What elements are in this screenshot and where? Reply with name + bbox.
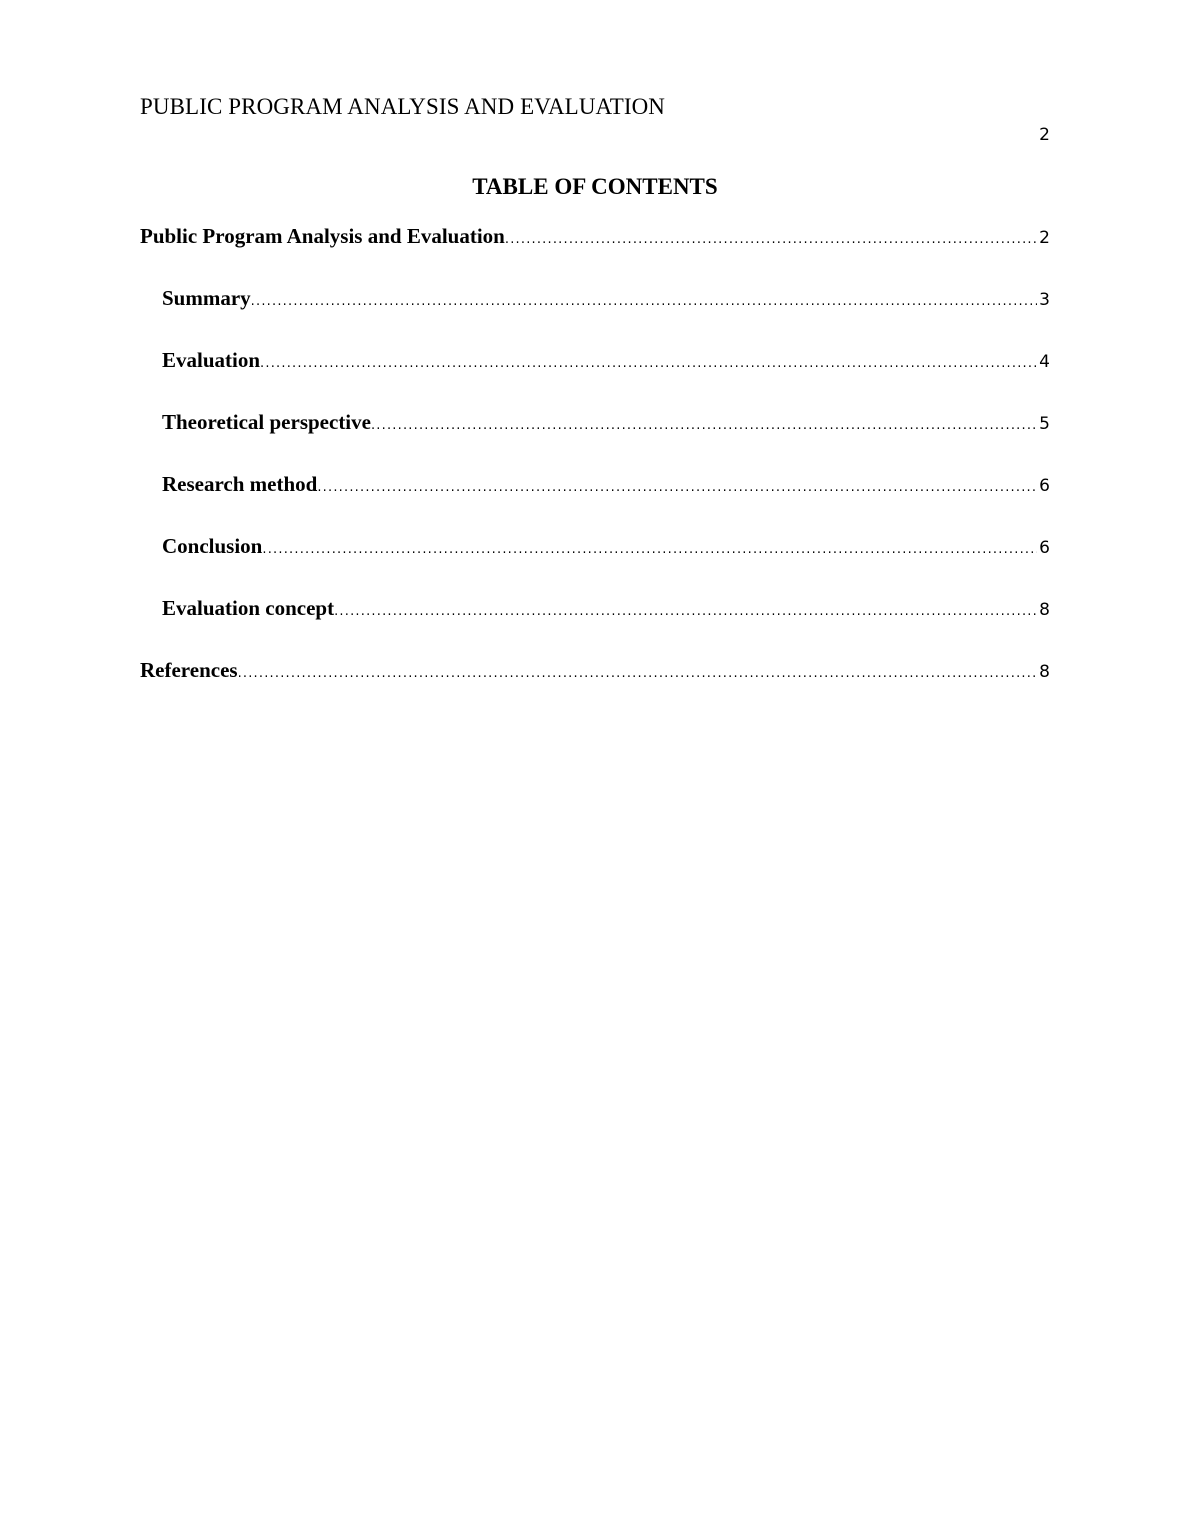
toc-entry-references[interactable] (140, 658, 1050, 720)
running-head: PUBLIC PROGRAM ANALYSIS AND EVALUATION (140, 94, 666, 119)
toc-entry-label: Evaluation concept (162, 596, 335, 620)
toc-entry-page: 6 (1039, 476, 1050, 496)
toc-entry-page: 6 (1039, 538, 1050, 558)
toc-entry-page: 8 (1039, 662, 1050, 682)
toc-entry-page: 4 (1039, 352, 1050, 372)
toc-entry-page: 8 (1039, 600, 1050, 620)
toc-entry-summary[interactable] (140, 286, 1050, 348)
toc-entry-label: Theoretical perspective (162, 410, 371, 434)
table-of-contents (140, 224, 1050, 720)
toc-title: TABLE OF CONTENTS (472, 174, 718, 199)
toc-entry-page: 3 (1039, 290, 1050, 310)
toc-entry-label: Public Program Analysis and Evaluation (140, 224, 505, 248)
toc-entry-label: References (140, 658, 238, 682)
dot-leader (505, 232, 1037, 247)
dot-leader (371, 418, 1037, 433)
dot-leader (260, 356, 1037, 371)
toc-entry-page: 2 (1039, 228, 1050, 248)
toc-entry-conclusion[interactable] (140, 534, 1050, 596)
toc-entry-evaluation-concept[interactable] (140, 596, 1050, 658)
toc-entry-page: 5 (1039, 414, 1050, 434)
toc-entry-public-program-analysis[interactable] (140, 224, 1050, 286)
toc-entry-label: Summary (162, 286, 251, 310)
toc-entry-label: Research method (162, 472, 318, 496)
toc-entry-evaluation[interactable] (140, 348, 1050, 410)
toc-entry-research-method[interactable] (140, 472, 1050, 534)
dot-leader (262, 542, 1037, 557)
toc-entry-label: Conclusion (162, 534, 263, 558)
page-number: 2 (1039, 125, 1050, 145)
dot-leader (238, 666, 1038, 681)
dot-leader (251, 294, 1038, 309)
dot-leader (317, 480, 1037, 495)
toc-entry-theoretical-perspective[interactable] (140, 410, 1050, 472)
dot-leader (334, 604, 1037, 619)
toc-entry-label: Evaluation (162, 348, 261, 372)
